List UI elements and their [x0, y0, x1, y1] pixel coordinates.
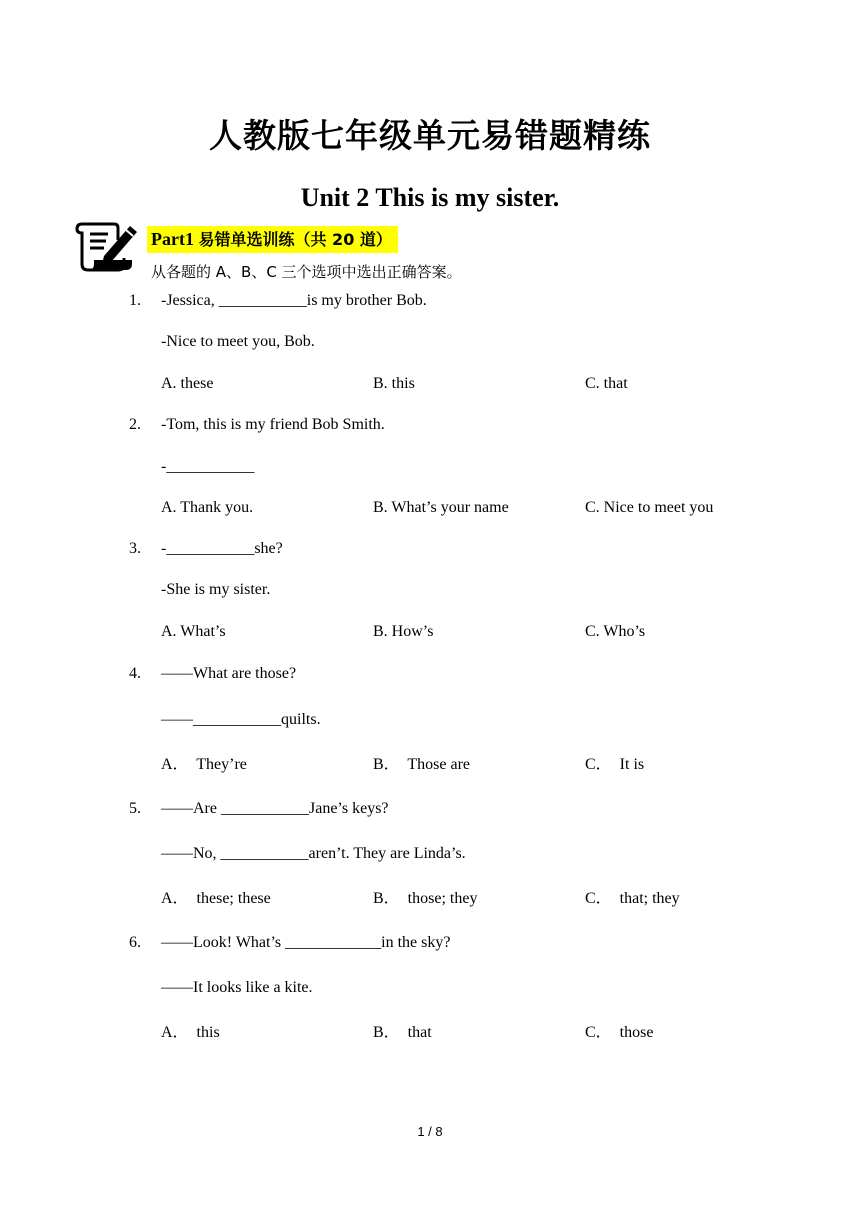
option-a: A． They’re [161, 756, 247, 773]
question-line: -Tom, this is my friend Bob Smith. [161, 416, 385, 433]
option-a: A. What’s [161, 623, 226, 640]
question-line: ——Are ___________Jane’s keys? [161, 800, 389, 817]
question-line: -Jessica, ___________is my brother Bob. [161, 292, 427, 309]
question-line: ——No, ___________aren’t. They are Linda’s. [161, 845, 466, 862]
option-b: B． that [373, 1024, 432, 1041]
question-number: 1. [129, 292, 141, 309]
question-line: -Nice to meet you, Bob. [161, 333, 315, 350]
question-number: 6. [129, 934, 141, 951]
question-number: 2. [129, 416, 141, 433]
question-line: ——What are those? [161, 665, 297, 682]
section-instruction: 从各题的 A、B、C 三个选项中选出正确答案。 [151, 263, 462, 281]
option-b: B. How’s [373, 623, 434, 640]
document-title: 人教版七年级单元易错题精练 [209, 116, 651, 155]
option-c: C． that; they [585, 890, 680, 907]
option-b: B． Those are [373, 756, 471, 773]
question-line: -She is my sister. [161, 581, 271, 598]
question-line: ——___________quilts. [161, 711, 321, 728]
question-line: ——Look! What’s ____________in the sky? [161, 934, 451, 951]
question-number: 4. [129, 665, 141, 682]
option-a: A. these [161, 375, 214, 392]
option-a: A． this [161, 1024, 220, 1041]
notepad-pen-icon [74, 218, 140, 274]
section-label: Part1 [151, 229, 194, 249]
option-b: B. What’s your name [373, 499, 509, 516]
option-a: A． these; these [161, 890, 271, 907]
option-c: C. that [585, 375, 628, 392]
page-number: 1 / 8 [417, 1124, 443, 1139]
option-c: C. Nice to meet you [585, 499, 714, 516]
question-line: -___________she? [161, 540, 283, 557]
section-heading-text: 易错单选训练（共 20 道） [198, 230, 392, 249]
question-line: -___________ [161, 458, 255, 475]
question-line: ——It looks like a kite. [161, 979, 313, 996]
option-b: B. this [373, 375, 415, 392]
unit-subtitle: Unit 2 This is my sister. [300, 183, 560, 212]
option-a: A. Thank you. [161, 499, 254, 516]
question-number: 3. [129, 540, 141, 557]
section-heading [147, 226, 398, 253]
option-b: B． those; they [373, 890, 478, 907]
option-c: C. Who’s [585, 623, 646, 640]
option-c: C． those [585, 1024, 654, 1041]
question-number: 5. [129, 800, 141, 817]
option-c: C． It is [585, 756, 645, 773]
